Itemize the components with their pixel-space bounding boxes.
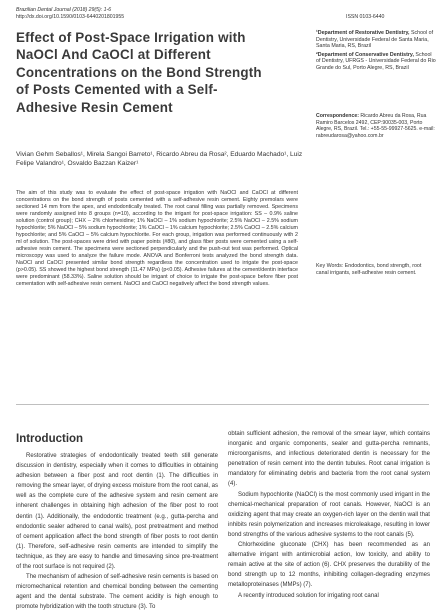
section-divider xyxy=(16,404,429,405)
body-column-left xyxy=(16,451,218,613)
section-heading: Introduction xyxy=(16,433,84,445)
paragraph: A recently introduced solution for irrigating root canal xyxy=(238,592,379,599)
article-title: Effect of Post-Space Irrigation with NaOCl And CaOCl at Different Concentrations on the Bond Strength of Posts Cemented with a Self-Adhesive Resin Cement xyxy=(16,30,262,115)
affiliation-1: ¹Department of Restorative Dentistry, School of Dentistry, Universidade Federal de Santa Maria, Santa Maria, RS, Brazil xyxy=(316,30,434,50)
issn: ISSN 0103-6440 xyxy=(346,14,385,20)
paragraph: The mechanism of adhesion of self-adhesive resin cements is based on micromechanical retention and chemical bonding between the cementing agent and the dental substrate. The cement acidity is high enough to promote hybridization with the tooth structure (3). To xyxy=(16,574,218,611)
correspondence xyxy=(316,113,436,139)
body-column-right xyxy=(228,429,430,601)
paragraph: obtain sufficient adhesion, the removal of the smear layer, which contains inorganic and organic components, sealer and gutta-percha remnants, microorganisms, and infectious deteriorated dentin is necessary for the penetration of resin cement into the dentin tubules. Root canal irrigation is mandatory for eliminating debris and bacteria from the root canal system (4). xyxy=(228,431,430,488)
paragraph: Sodium hypochlorite (NaOCl) is the most commonly used irrigant in the chemical-mechanical preparation of root canals. However, NaOCl is an oxidizing agent that may create an oxygen-rich layer on the dentin wall that inhibits resin polymerization and increases microleakage, resulting in lower bond strengths of the various adhesive systems to the root canals (5). xyxy=(228,491,430,538)
author-list: Vivian Gehm Seballos¹, Mirela Sangoi Barreto¹, Ricardo Abreu da Rosa², Eduardo Machado¹, Luiz Felipe Valandro¹, Osvaldo Bazzan Kaizer¹ xyxy=(16,151,303,167)
journal-citation: Brazilian Dental Journal (2018) 29(5): 1-6 xyxy=(16,7,112,13)
abstract: The aim of this study was to evaluate the effect of post-space irrigation with NaOCl and CaOCl at different concentrations on the bond strength of posts cemented with a self-adhesive resin cement. Eighty premolars were sectioned 14 mm from the apex, and endodontically treated. The root canal filling was partially removed. Specimens were randomly assigned into 8 groups (n=10), according to the irrigant for post-space irrigation: SS – 0.9% saline solution (control group); CHX – 2% chlorhexidine; 1% NaOCl – 1% sodium hypochlorite; 2.5% NaOCl – 2.5% sodium hypochlorite; 5% NaOCl – 5% sodium hypochlorite; 1% CaOCl – 1% calcium hypochlorite; 2.5% CaOCl – 2.5% calcium hypochlorite; and 5% CaOCl – 5% calcium hypochlorite. For each group, irrigation was performed continuously with 2 ml of solution. The post-spaces were dried with paper points (#80), and glass fiber posts were cemented using a self-adhesive resin cement. The specimens were sectioned perpendicularly and the push-out test was performed. Optical microscopy was used to analyze the failure mode. ANOVA and Bonferroni tests analyzed the bond strength data. NaOCl and CaOCl presented similar bond strength regardless the concentration used to irrigate the post-space (p>0.05). SS showed the highest bond strength (11.47 MPa) (p<0.05). Adhesive failures at the cement/dentin interface were predominant (58.33%). Saline solution should be irrigant of choice to irrigate the post-space before fiber post cementation with self-adhesive resin cement. NaOCl and CaOCl negatively affect the bond strength values. xyxy=(16,190,298,287)
keywords-label: Key Words: xyxy=(316,263,344,269)
affiliations xyxy=(316,30,436,74)
correspondence-label: Correspondence: xyxy=(316,113,359,119)
keywords-text: Endodontics, bond strength, root canal irrigants, self-adhesive resin cement. xyxy=(316,263,422,276)
journal-header xyxy=(16,7,124,20)
paragraph: Chlorhexidine gluconate (CHX) has been recommended as an alternative irrigant with antimicrobial action, low toxicity, and ability to remain active at the site of action (6). CHX preserves the durability of the bond strength up to 12 months, inhibiting collagen-degrading enzymes metalloproteinases (MMPs) (7). xyxy=(228,542,430,589)
keywords xyxy=(316,263,434,277)
correspondence-text: Ricardo Abreu da Rosa, Rua Ramiro Barcelos 2492, CEP:90035-003, Porto Alegre, RS, Brazil. Tel.: +55-55-99927-5625. e-mail: rabreudarosa@yahoo.com.br xyxy=(316,113,435,139)
doi-link[interactable]: http://dx.doi.org/10.1590/0103-6440201801955 xyxy=(16,13,125,20)
affiliation-2: ²Department of Conservative Dentistry, School of Dentistry, UFRGS - Universidade Federal do Rio Grande do Sul, Porto Alegre, RS, Brazil xyxy=(316,51,436,71)
paragraph: Restorative strategies of endodontically treated teeth still generate discussion in dentistry, especially when it comes to difficulties in obtaining adhesion between a fiber post and root dentin (1). The difficulties in removing the smear layer, of drying excess moisture from the root canal, as well as the complete cure of the adhesive system and resin cement are inherent challenges in obtaining high adhesion of the fiber post to root dentin (1). Additionally, the endodontic treatment (e.g., gutta-percha and endodontic sealer adhered to canal walls), post pretreatment and method of cement application affect the bond strength of fiber posts to root dentin (1). Therefore, self-adhesive resin cements are intended to simplify the technique, as they are easy to handle and timesaving since pre-treatment of the root surface is not required (2). xyxy=(16,453,218,571)
